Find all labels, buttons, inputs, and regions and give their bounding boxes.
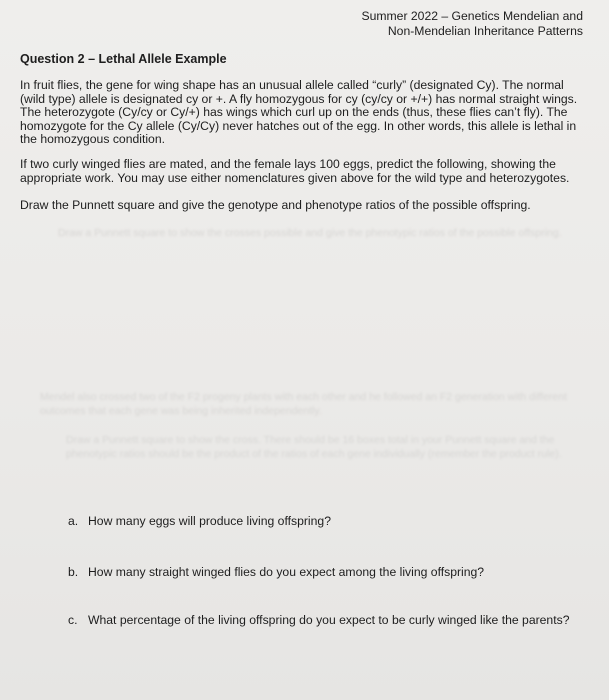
faded-text-1: Draw a Punnett square to show the crosses possible and give the phenotypic ratios of the possible offspring. [58,227,562,239]
question-a-letter: a. [68,514,79,528]
intro-paragraph: In fruit flies, the gene for wing shape has an unusual allele called “curly” (designated Cy). The normal (wild type) allele is designated cy or +. A fly homozygous for cy (cy/cy or +/+) has normal straight wings. The heterozygote (Cy/cy or Cy/+) has wings which curl up on the ends (thus, these flies can’t fly). The homozygote for the Cy allele (Cy/Cy) never hatches out of the egg. In other words, this allele is lethal in the homozygous condition. [20,78,578,147]
question-b [68,565,484,580]
punnett-instruction: Draw the Punnett square and give the genotype and phenotype ratios of the possible offspring. [20,198,531,212]
question-b-text: How many straight winged flies do you expect among the living offspring? [88,565,485,579]
question-c-letter: c. [68,613,78,627]
question-c-text: What percentage of the living offspring do you expect to be curly winged like the parents? [88,613,570,627]
faded-text-2: Mendel also crossed two of the F2 progeny plants with each other and he followed an F2 generation with different outcomes that each gene was being inherited independently. [40,391,567,417]
question-a [68,514,331,529]
faded-text-3: Draw a Punnett square to show the cross. There should be 16 boxes total in your Punnett square and the phenotypic ratios should be the product of the ratios of each gene individually (remember the product rule). [66,434,562,460]
question-b-letter: b. [68,565,79,579]
question-a-text: How many eggs will produce living offspring? [88,514,331,528]
page-header [361,9,583,39]
instructions-paragraph: If two curly winged flies are mated, and the female lays 100 eggs, predict the following, showing the appropriate work. You may use either nomenclatures given above for the wild type and heterozygotes. [20,157,570,185]
question-c [68,613,569,628]
question-title: Question 2 – Lethal Allele Example [20,52,227,66]
header-line-1: Summer 2022 – Genetics Mendelian and [361,9,583,23]
header-line-2: Non-Mendelian Inheritance Patterns [387,24,583,38]
